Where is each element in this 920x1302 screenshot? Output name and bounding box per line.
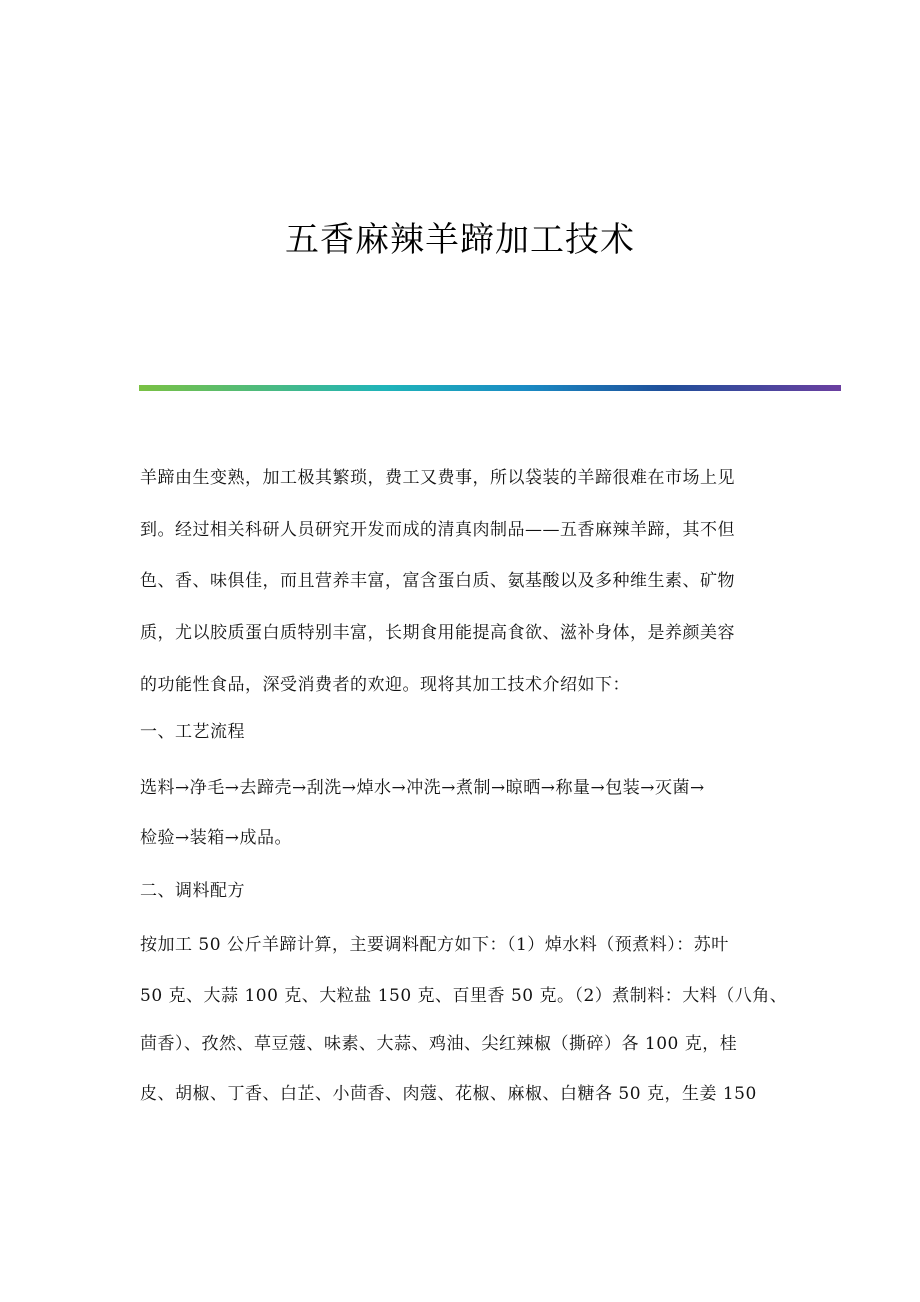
body-line: 茴香）、孜然、草豆蔻、味素、大蒜、鸡油、尖红辣椒（撕碎）各 100 克，桂	[140, 1034, 738, 1054]
body-line: 羊蹄由生变熟，加工极其繁琐，费工又费事，所以袋装的羊蹄很难在市场上见	[140, 468, 735, 488]
body-line: 按加工 50 公斤羊蹄计算，主要调料配方如下：（1）焯水料（预煮料）：苏叶	[140, 935, 729, 955]
body-line: 质，尤以胶质蛋白质特别丰富，长期食用能提高食欲、滋补身体，是养颜美容	[140, 623, 735, 643]
process-flow-line: 检验→装箱→成品。	[140, 828, 292, 848]
page-title: 五香麻辣羊蹄加工技术	[285, 220, 635, 260]
body-line: 皮、胡椒、丁香、白芷、小茴香、肉蔻、花椒、麻椒、白糖各 50 克，生姜 150	[140, 1084, 757, 1104]
title-divider	[139, 385, 841, 391]
body-line: 到。经过相关科研人员研究开发而成的清真肉制品——五香麻辣羊蹄，其不但	[140, 520, 735, 540]
section-heading: 一、工艺流程	[140, 722, 245, 742]
body-line: 色、香、味俱佳，而且营养丰富，富含蛋白质、氨基酸以及多种维生素、矿物	[140, 571, 735, 591]
section-heading: 二、调料配方	[140, 881, 245, 901]
process-flow-line: 选料→净毛→去蹄壳→刮洗→焯水→冲洗→煮制→晾晒→称量→包装→灭菌→	[140, 778, 705, 798]
body-line: 的功能性食品，深受消费者的欢迎。现将其加工技术介绍如下：	[140, 675, 630, 695]
body-line: 50 克、大蒜 100 克、大粒盐 150 克、百里香 50 克。（2）煮制料：大料（八角、	[140, 986, 788, 1006]
